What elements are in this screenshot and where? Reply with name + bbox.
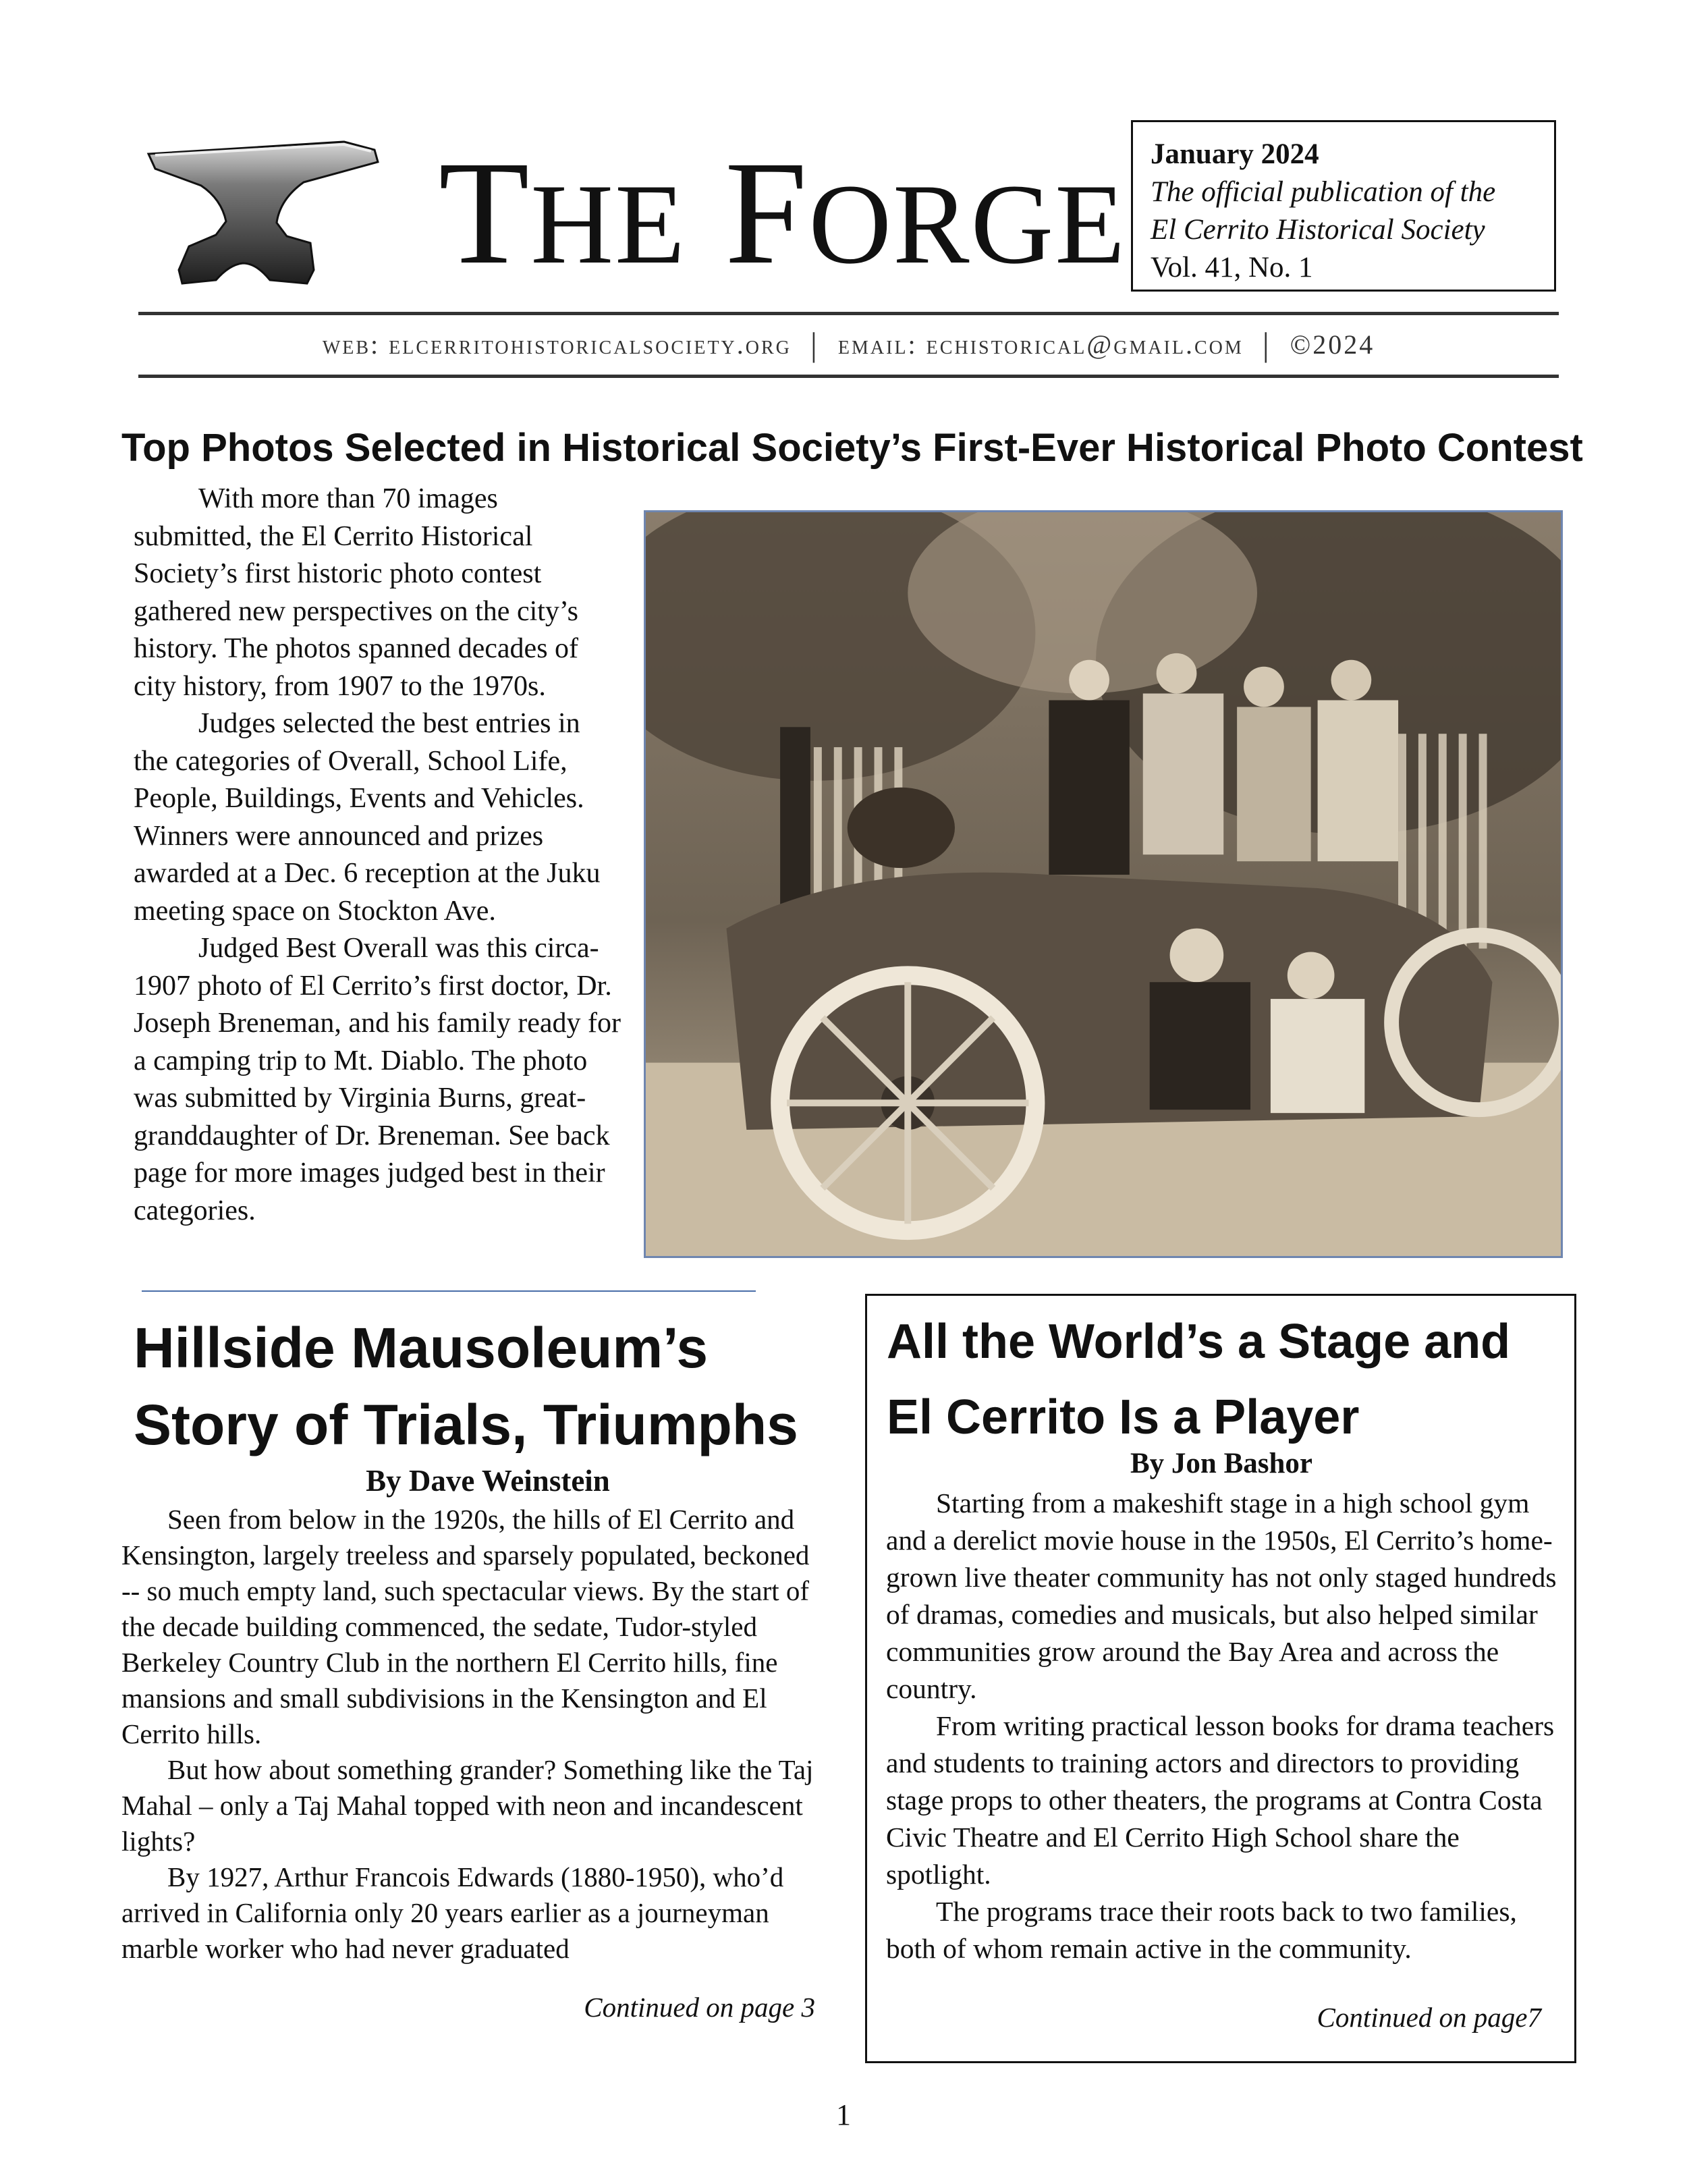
page-number: 1 <box>836 2098 851 2131</box>
mausoleum-byline: By Dave Weinstein <box>366 1464 610 1498</box>
contest-headline: Top Photos Selected in Historical Society’s First-Ever Historical Photo Contest <box>121 426 1583 470</box>
stage-paragraph: From writing practical lesson books for drama teachers and students to training actors and directors to providing stage props to other theaters, the programs at Contra Costa Civic Theatre and El Cerrito High School share the spotlight. <box>886 1710 1555 1890</box>
email-link[interactable]: email: echistorical@gmail.com <box>837 329 1244 360</box>
tagline-line-2: El Cerrito Historical Society <box>1151 214 1485 246</box>
mausoleum-headline: Hillside Mausoleum’s Story of Trials, Triumphs <box>134 1316 798 1456</box>
stage-headline <box>887 1304 1561 1455</box>
masthead-rule-top <box>138 312 1559 315</box>
mausoleum-paragraph: But how about something grander? Something like the Taj Mahal – only a Taj Mahal topped with neon and incandescent lights? <box>121 1754 814 1857</box>
separator: | <box>1262 325 1271 363</box>
newsletter-title: THE FORGE <box>439 130 1127 295</box>
contest-paragraph: Judged Best Overall was this circa-1907 photo of El Cerrito’s first doctor, Dr. Joseph Breneman, and his family ready for a camping trip to Mt. Diablo. The photo was submitted by Virginia Burns, great-granddaughter of Dr. Breneman. See back page for more images judged best in their categories. <box>134 933 621 1226</box>
separator: | <box>810 325 819 363</box>
contest-paragraph: With more than 70 images submitted, the El Cerrito Historical Society’s first historic photo contest gathered new perspectives on the city’s history. The photos spanned decades of city history, from 1907 to the 1970s. <box>134 483 579 702</box>
mausoleum-paragraph: Seen from below in the 1920s, the hills of El Cerrito and Kensington, largely treeless and sparsely populated, beckoned -- so much empty land, such spectacular views. By the start of the decade building commenced, the sedate, Tudor-styled Berkeley Country Club in the northern El Cerrito hills, fine mansions and small subdivisions in the Kensington and El Cerrito hills. <box>121 1504 810 1749</box>
issue-info-box <box>1131 120 1556 292</box>
tagline-line-1: The official publication of the <box>1151 176 1496 208</box>
masthead-rule-bottom <box>138 375 1559 378</box>
column-divider <box>142 1290 756 1292</box>
volume-number: Vol. 41, No. 1 <box>1151 252 1313 283</box>
mausoleum-continued-link[interactable]: Continued on page 3 <box>584 1992 815 2023</box>
stage-byline: By Jon Bashor <box>1130 1448 1312 1479</box>
copyright: ©2024 <box>1290 329 1375 360</box>
website-link[interactable]: web: elcerritohistoricalsociety.org <box>322 329 792 360</box>
contest-paragraph: Judges selected the best entries in the categories of Overall, School Life, People, Buildings, Events and Vehicles. Winners were announced and prizes awarded at a Dec. 6 reception at the Juku meeting space on Stockton Ave. <box>134 708 601 927</box>
stage-headline-line-1: All the World’s a Stage and <box>887 1315 1511 1369</box>
stage-paragraph: The programs trace their roots back to two families, both of whom remain active in the community. <box>886 1896 1517 1964</box>
mausoleum-paragraph: By 1927, Arthur Francois Edwards (1880-1950), who’d arrived in California only 20 years earlier as a journeyman marble worker who had never graduated <box>121 1861 784 1964</box>
stage-paragraph: Starting from a makeshift stage in a high school gym and a derelict movie house in the 1950s, El Cerrito’s home-grown live theater community has not only staged hundreds of dramas, comedies and musicals, but also helped similar communities grow around the Bay Area and across the country. <box>886 1487 1557 1704</box>
contest-body <box>134 481 621 1230</box>
stage-body <box>886 1485 1568 1967</box>
issue-date: January 2024 <box>1151 138 1319 170</box>
contact-line <box>138 317 1559 371</box>
mausoleum-body <box>121 1502 823 1967</box>
stage-continued-link[interactable]: Continued on page7 <box>1317 2002 1541 2033</box>
family-car-photo <box>644 510 1563 1258</box>
anvil-icon <box>142 135 385 290</box>
stage-headline-line-2: El Cerrito Is a Player <box>887 1390 1360 1444</box>
